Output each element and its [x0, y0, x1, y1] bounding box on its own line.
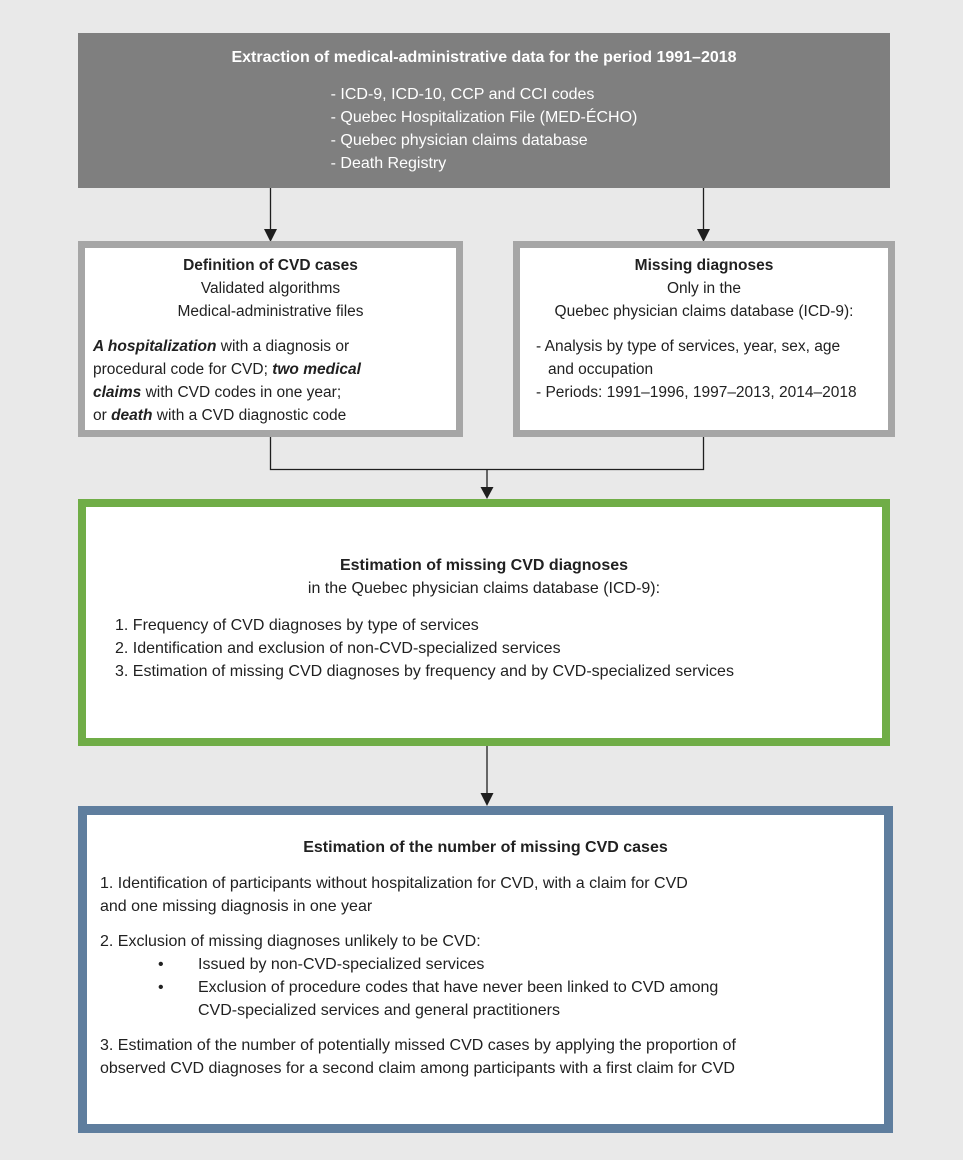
estimation-cases-step2-intro: 2. Exclusion of missing diagnoses unlikely to be CVD:	[100, 933, 481, 950]
text-line: and one missing diagnosis in one year	[100, 898, 373, 915]
missing-diagnoses-box	[513, 241, 895, 437]
text-line	[93, 358, 452, 381]
missing-box-title: Missing diagnoses	[634, 257, 774, 274]
text-line: 3. Estimation of missing CVD diagnoses by frequency and by CVD-specialized services	[115, 663, 734, 680]
definition-box	[78, 241, 463, 437]
emphasized-text: death	[111, 407, 153, 424]
arrowhead-icon	[481, 487, 494, 499]
text-line: 1. Frequency of CVD diagnoses by type of services	[115, 617, 479, 634]
estimation-cases-title: Estimation of the number of missing CVD cases	[303, 839, 668, 856]
definition-box-header	[85, 254, 456, 323]
emphasized-text: A hospitalization	[93, 338, 217, 355]
text-line: Only in the	[666, 280, 742, 297]
estimation-diagnoses-list	[86, 614, 882, 683]
estimation-cases-step2	[100, 930, 871, 1022]
text-line	[93, 381, 452, 404]
merge-connector-line	[271, 437, 704, 470]
estimation-missing-diagnoses-box	[78, 499, 890, 746]
text-line: Medical-administrative files	[177, 303, 364, 320]
text-line: - Quebec Hospitalization File (MED-ÉCHO)	[330, 109, 638, 126]
text-line	[93, 404, 452, 427]
missing-box-subtitle	[520, 277, 888, 323]
estimation-cases-step3	[100, 1034, 871, 1080]
estimation-cases-step2-bullets	[100, 953, 871, 1022]
estimation-cases-step1	[100, 872, 871, 918]
estimation-diagnoses-subtitle: in the Quebec physician claims database (ICD-9):	[307, 580, 661, 597]
plain-text: with a CVD diagnostic code	[152, 407, 347, 424]
bullet-item	[100, 953, 871, 976]
text-line: Exclusion of procedure codes that have never been linked to CVD among	[198, 979, 719, 996]
definition-box-subtitle	[85, 277, 456, 323]
plain-text: procedural code for CVD;	[93, 361, 273, 378]
bullet-icon: •	[158, 979, 164, 996]
emphasized-text: two medical	[272, 361, 361, 378]
definition-box-body	[85, 335, 456, 427]
text-line: - ICD-9, ICD-10, CCP and CCI codes	[330, 86, 595, 103]
plain-text: with CVD codes in one year;	[141, 384, 342, 401]
text-line: observed CVD diagnoses for a second claim among participants with a first claim for CVD	[100, 1060, 735, 1077]
bullet-text	[198, 953, 871, 976]
text-line: and occupation	[548, 361, 654, 378]
text-line: - Periods: 1991–1996, 1997–2013, 2014–2018	[536, 384, 857, 401]
text-line: 3. Estimation of the number of potentially missed CVD cases by applying the proportion of	[100, 1037, 736, 1054]
text-line: - Quebec physician claims database	[330, 132, 588, 149]
text-line: CVD-specialized services and general practitioners	[198, 1002, 560, 1019]
extraction-box	[78, 33, 890, 188]
bullet-icon: •	[158, 956, 164, 973]
estimation-missing-cases-box	[78, 806, 893, 1133]
missing-box-body	[520, 335, 888, 404]
definition-box-title: Definition of CVD cases	[183, 257, 358, 274]
text-line: Issued by non-CVD-specialized services	[198, 956, 485, 973]
extraction-box-list	[331, 83, 638, 175]
bullet-text	[198, 976, 871, 1022]
text-line: Quebec physician claims database (ICD-9):	[554, 303, 854, 320]
text-line: - Death Registry	[330, 155, 447, 172]
estimation-diagnoses-header	[86, 554, 882, 600]
bullet-item	[100, 976, 871, 1022]
estimation-diagnoses-title: Estimation of missing CVD diagnoses	[339, 557, 629, 574]
arrowhead-icon	[481, 793, 494, 806]
text-line: 1. Identification of participants without hospitalization for CVD, with a claim for CVD	[100, 875, 688, 892]
text-line: 2. Identification and exclusion of non-CVD-specialized services	[115, 640, 561, 657]
text-line: - Analysis by type of services, year, sex, age	[536, 338, 841, 355]
text-line: Validated algorithms	[200, 280, 341, 297]
text-line	[93, 335, 452, 358]
emphasized-text: claims	[93, 384, 142, 401]
missing-box-header	[520, 254, 888, 323]
extraction-box-title: Extraction of medical-administrative data for the period 1991–2018	[231, 49, 737, 66]
plain-text: with a diagnosis or	[216, 338, 350, 355]
plain-text: or	[93, 407, 112, 424]
